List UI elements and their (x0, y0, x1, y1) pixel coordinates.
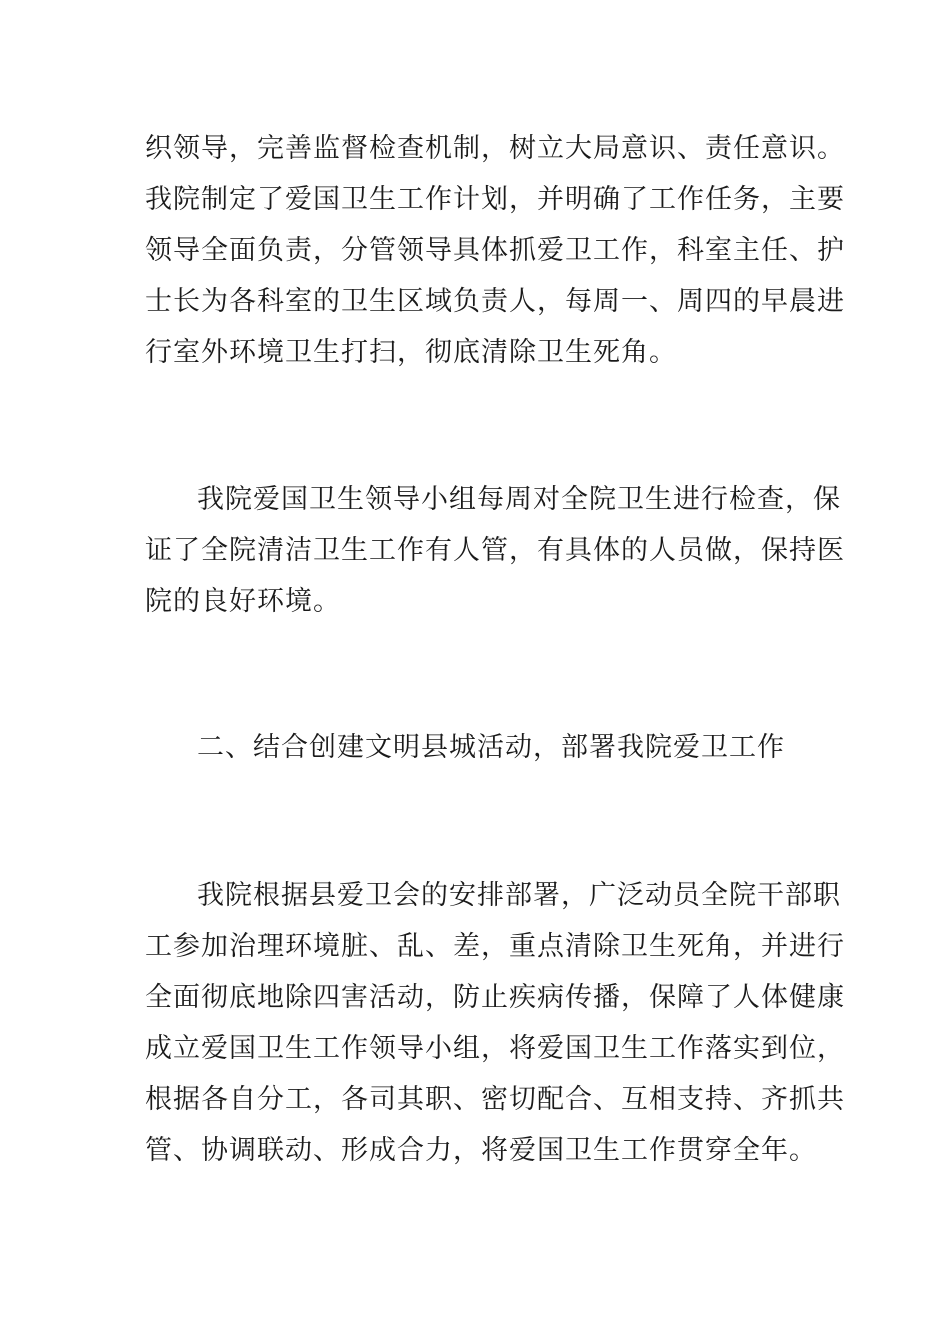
paragraph-line: 我院爱国卫生领导小组每周对全院卫生进行检查，保 (197, 484, 841, 515)
paragraph-line: 士长为各科室的卫生区域负责人，每周一、周四的早晨进 (145, 286, 845, 317)
paragraph-line: 管、协调联动、形成合力，将爱国卫生工作贯穿全年。 (145, 1135, 817, 1166)
paragraph-line: 我院制定了爱国卫生工作计划，并明确了工作任务，主要 (145, 184, 845, 215)
paragraph-line: 行室外环境卫生打扫，彻底清除卫生死角。 (145, 337, 677, 368)
paragraph-line: 全面彻底地除四害活动，防止疾病传播，保障了人体健康 (145, 982, 845, 1013)
paragraph-line: 工参加治理环境脏、乱、差，重点清除卫生死角，并进行 (145, 931, 845, 962)
paragraph-line: 织领导，完善监督检查机制，树立大局意识、责任意识。 (145, 133, 845, 164)
paragraph-line: 证了全院清洁卫生工作有人管，有具体的人员做，保持医 (145, 535, 845, 566)
section-heading: 二、结合创建文明县城活动，部署我院爱卫工作 (197, 732, 785, 763)
paragraph-line: 领导全面负责，分管领导具体抓爱卫工作，科室主任、护 (145, 235, 845, 266)
paragraph-line: 院的良好环境。 (145, 586, 341, 617)
paragraph-line: 成立爱国卫生工作领导小组，将爱国卫生工作落实到位， (145, 1033, 845, 1064)
paragraph-line: 我院根据县爱卫会的安排部署，广泛动员全院干部职 (197, 880, 841, 911)
paragraph-line: 根据各自分工，各司其职、密切配合、互相支持、齐抓共 (145, 1084, 845, 1115)
